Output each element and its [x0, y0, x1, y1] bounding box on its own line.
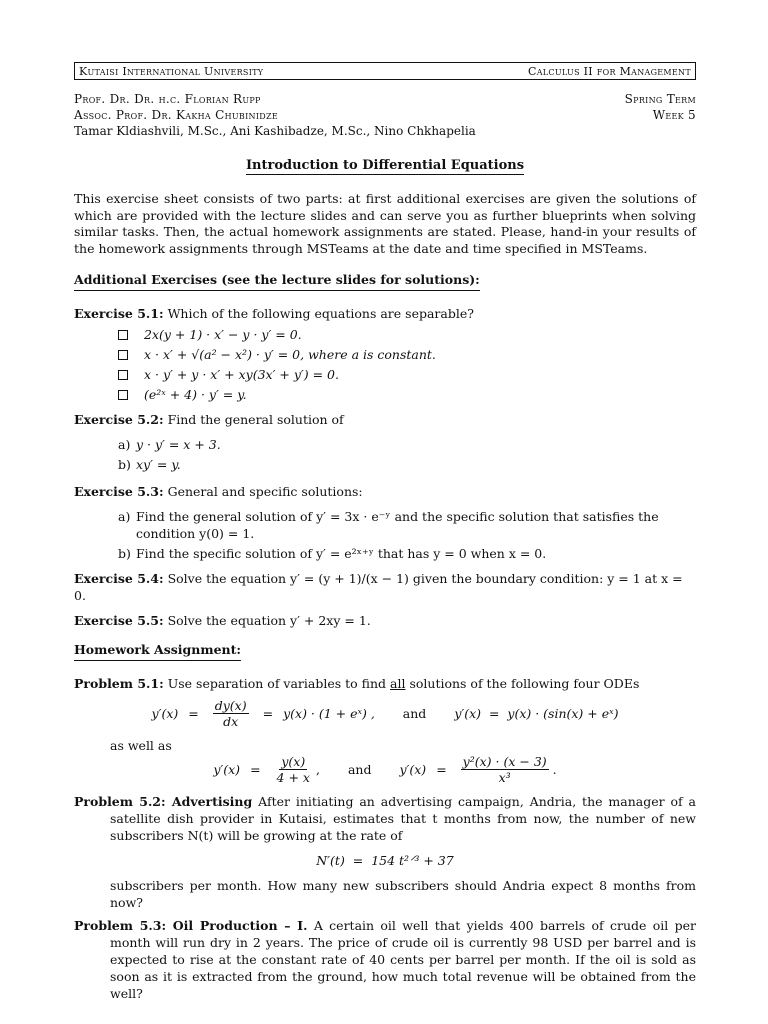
university-name: Kutaisi International University [79, 64, 264, 78]
list-item: (e²ˣ + 4) · y′ = y. [118, 386, 696, 403]
checkbox-icon [118, 390, 128, 400]
section-heading-homework: Homework Assignment: [74, 641, 241, 661]
problem-5-2-cont: subscribers per month. How many new subscribers should Andria expect 8 months from now? [110, 878, 696, 910]
exercise-text: Solve the equation y′ + 2xy = 1. [167, 613, 371, 628]
exercise-5-5 [74, 612, 696, 629]
checkbox-icon [118, 350, 128, 360]
exercise-text: Which of the following equations are separable? [167, 306, 474, 321]
exercise-5-2 [74, 411, 696, 473]
exercise-5-4 [74, 570, 696, 604]
checkbox-icon [118, 330, 128, 340]
problem-5-3: Problem 5.3: Oil Production – I. A certain oil well that yields 400 barrels of crude oil per month will run dry in 2 years. The price of crude oil is currently 98 USD per barrel and is expected to rise at the constant rate of 40 cents per barrel per month. If the oil is sold as soon as it is extracted from the ground, how much total revenue will be obtained from the well? [74, 918, 696, 1001]
course-name: Calculus II for Management [528, 64, 691, 78]
fraction: $\frac{y(x)}{4 + x}$ [276, 754, 310, 785]
problem-label: Problem 5.2: Advertising [74, 794, 253, 809]
exercise-label: Exercise 5.3: [74, 484, 164, 499]
exercise-5-1 [74, 305, 696, 403]
equation-row-2: y′(x) = $\frac{y(x)}{4 + x}$ , and y′(x) = $\frac{\text{y²(x) · (x − 3)}}{\text{x³}}$ . [213, 754, 557, 785]
exercise-label: Exercise 5.4: [74, 571, 164, 586]
author-block [74, 91, 696, 139]
professor-1: Prof. Dr. Dr. h.c. Florian Rupp [74, 92, 261, 106]
fraction: $\frac{dy(x)}{dx}$ [214, 698, 247, 729]
sheet-title: Introduction to Differential Equations [245, 158, 525, 173]
exercise-sheet [74, 62, 696, 1002]
as-well-as: as well as [110, 738, 172, 753]
list-item: 2x(y + 1) · x′ − y · y′ = 0. [118, 326, 696, 343]
exercise-label: Exercise 5.5: [74, 613, 164, 628]
problem-5-1: Problem 5.1: Use separation of variables to find all solutions of the following four ODEs [74, 676, 640, 691]
equation-row-3: N′(t) = 154 t²ᐟ³ + 37 [316, 853, 454, 868]
exercise-text: General and specific solutions: [167, 484, 363, 499]
problem-5-2: Problem 5.2: Advertising After initiating an advertising campaign, Andria, the manager of a satellite dish provider in Kutaisi, estimates that t months from now, the number of new subscribers N(t) will be growing at the rate of [74, 794, 696, 843]
header-box [74, 62, 696, 80]
intro-paragraph: This exercise sheet consists of two parts: at first additional exercises are given the solutions of which are provided with the lecture slides and can serve you as further blueprints when solving similar tasks. Then, the actual homework assignments are stated. Please, hand-in your results of the homework assignments through MSTeams at the date and time specified in MSTeams. [74, 191, 696, 256]
week: Week 5 [652, 108, 696, 122]
exercise-label: Exercise 5.1: [74, 306, 164, 321]
term: Spring Term [624, 92, 696, 106]
problem-label: Problem 5.1: [74, 676, 164, 691]
exercise-text: Find the general solution of [167, 412, 344, 427]
list-item: b) Find the specific solution of y′ = e²ˣ⁺ʸ that has y = 0 when x = 0. [118, 546, 547, 561]
list-item: a) Find the general solution of y′ = 3x · e⁻ʸ and the specific solution that satisfies the condition y(0) = 1. [118, 509, 659, 541]
equation-row-1: y′(x) = $\frac{dy(x)}{dx}$ = y(x) · (1 + eˣ) , and y′(x) = y(x) · (sin(x) + eˣ) [151, 698, 619, 729]
exercise-text: Solve the equation y′ = (y + 1)/(x − 1) given the boundary condition: y = 1 at x = 0. [74, 571, 683, 603]
assistants: Tamar Kldiashvili, M.Sc., Ani Kashibadze, M.Sc., Nino Chkhapelia [74, 124, 476, 138]
problem-label: Problem 5.3: Oil Production – I. [74, 918, 308, 933]
checkbox-icon [118, 370, 128, 380]
list-item: x · x′ + √(a² − x²) · y′ = 0, where a is constant. [118, 346, 696, 363]
exercise-5-3 [74, 483, 696, 562]
exercise-label: Exercise 5.2: [74, 412, 164, 427]
list-item: b) xy′ = y. [118, 457, 181, 472]
fraction: $\frac{\text{y²(x) · (x − 3)}}{\text{x³}}$ [462, 754, 547, 785]
professor-2: Assoc. Prof. Dr. Kakha Chubinidze [74, 108, 279, 122]
list-item: x · y′ + y · x′ + xy(3x′ + y′) = 0. [118, 366, 696, 383]
section-heading-additional: Additional Exercises (see the lecture slides for solutions): [74, 271, 480, 291]
list-item: a) y · y′ = x + 3. [118, 437, 221, 452]
